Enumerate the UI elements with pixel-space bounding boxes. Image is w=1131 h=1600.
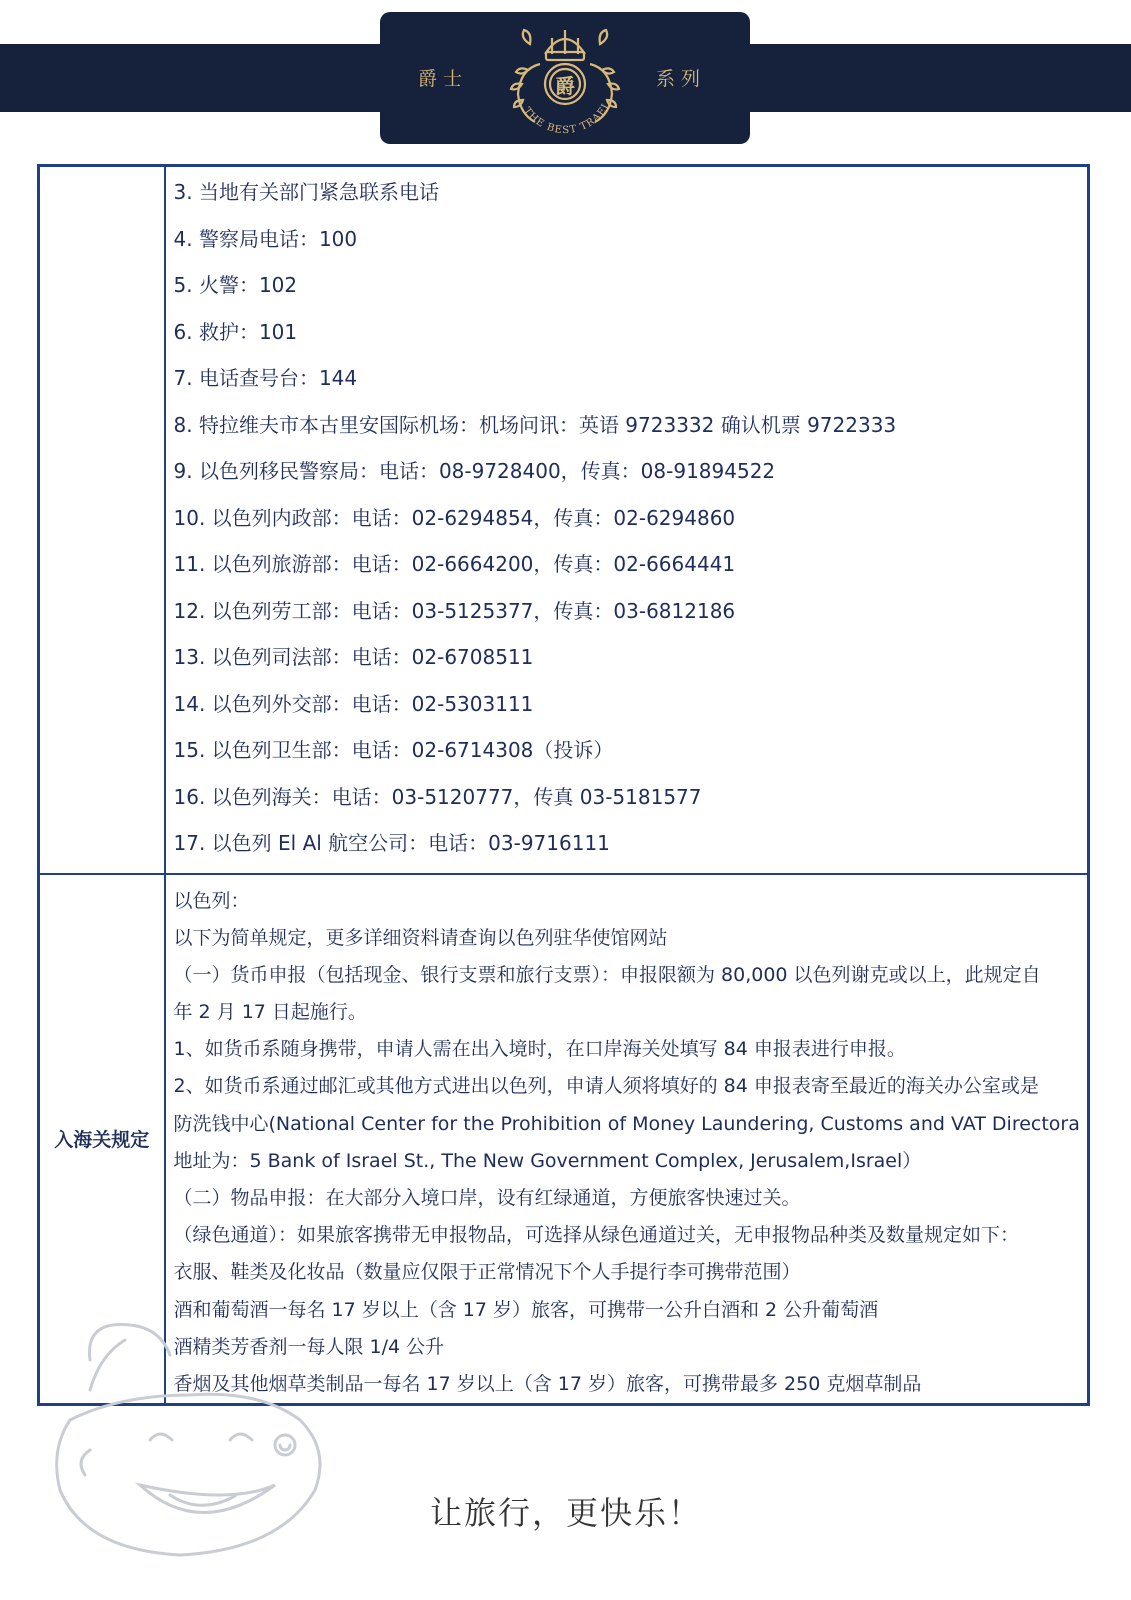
customs-line: 地址为：5 Bank of Israel St., The New Government Complex, Jerusalem,Israel） — [173, 1149, 922, 1172]
list-item: 8. 特拉维夫市本古里安国际机场：机场问讯：英语 9723332 确认机票 9722333 — [173, 412, 897, 437]
list-item: 10. 以色列内政部：电话：02-6294854，传真：02-6294860 — [173, 505, 736, 530]
mascot-watermark-icon — [30, 1300, 340, 1560]
list-item: 6. 救护：101 — [173, 319, 298, 344]
customs-line: （绿色通道）：如果旅客携带无申报物品，可选择从绿色通道过关，无申报物品种类及数量规定如下： — [173, 1224, 1020, 1247]
customs-line: 衣服、鞋类及化妆品（数量应仅限于正常情况下个人手提行李可携带范围） — [173, 1261, 801, 1284]
customs-row-header: 入海关规定 — [39, 874, 165, 1405]
brand-emblem-logo — [490, 14, 640, 144]
header-left-label: 爵士 — [418, 68, 469, 90]
emblem-center-char: 爵 — [555, 74, 575, 98]
customs-line: （一）货币申报（包括现金、银行支票和旅行支票）：申报限额为 80,000 以色列谢克或以上，此规定自 — [173, 963, 1041, 986]
customs-line: 酒和葡萄酒一每名 17 岁以上（含 17 岁）旅客，可携带一公升白酒和 2 公升葡萄酒 — [173, 1298, 879, 1321]
list-item: 9. 以色列移民警察局：电话：08-9728400，传真：08-91894522 — [173, 459, 776, 483]
footer-slogan: 让旅行，更快乐！ — [430, 1494, 703, 1532]
emblem-ring-text: THE BEST TRAEL — [521, 99, 614, 137]
contacts-list — [166, 167, 1088, 873]
customs-line: （二）物品申报：在大部分入境口岸，设有红绿通道，方便旅客快速过关。 — [173, 1187, 801, 1209]
list-item: 3. 当地有关部门紧急联系电话 — [173, 180, 439, 204]
customs-line: 以色列： — [173, 889, 250, 912]
list-item: 5. 火警：102 — [173, 273, 298, 297]
list-item: 11. 以色列旅游部：电话：02-6664200，传真：02-6664441 — [173, 552, 736, 576]
customs-line: 年 2 月 17 日起施行。 — [173, 1001, 367, 1024]
list-item: 14. 以色列外交部：电话：02-5303111 — [173, 691, 534, 716]
list-item: 17. 以色列 El Al 航空公司：电话：03-9716111 — [173, 831, 610, 855]
customs-line: 2、如货币系通过邮汇或其他方式进出以色列，申请人须将填好的 84 申报表寄至最近的海关办公室或是 — [173, 1075, 1039, 1098]
list-item: 12. 以色列劳工部：电话：03-5125377，传真：03-6812186 — [173, 598, 736, 623]
contacts-row-header — [39, 166, 165, 874]
info-table — [37, 164, 1090, 1406]
list-item: 4. 警察局电话：100 — [173, 226, 358, 251]
list-item: 7. 电话查号台：144 — [173, 366, 358, 390]
customs-line: 1、如货币系随身携带，申请人需在出入境时，在口岸海关处填写 84 申报表进行申报。 — [173, 1038, 906, 1061]
contacts-cell — [165, 166, 1089, 874]
list-item: 16. 以色列海关：电话：03-5120777，传真 03-5181577 — [173, 784, 702, 809]
list-item: 15. 以色列卫生部：电话：02-6714308（投诉） — [173, 738, 614, 762]
list-item: 13. 以色列司法部：电话：02-6708511 — [173, 645, 534, 669]
customs-line: 以下为简单规定，更多详细资料请查询以色列驻华使馆网站 — [173, 926, 668, 949]
customs-line: 防洗钱中心(National Center for the Prohibition of Money Laundering, Customs and VAT Directora — [173, 1112, 1080, 1135]
customs-line: 酒精类芳香剂一每人限 1/4 公升 — [173, 1335, 445, 1358]
customs-line: 香烟及其他烟草类制品一每名 17 岁以上（含 17 岁）旅客，可携带最多 250 克烟草制品 — [173, 1372, 922, 1395]
contacts-row — [39, 166, 1089, 874]
header-right-label: 系列 — [656, 68, 707, 90]
